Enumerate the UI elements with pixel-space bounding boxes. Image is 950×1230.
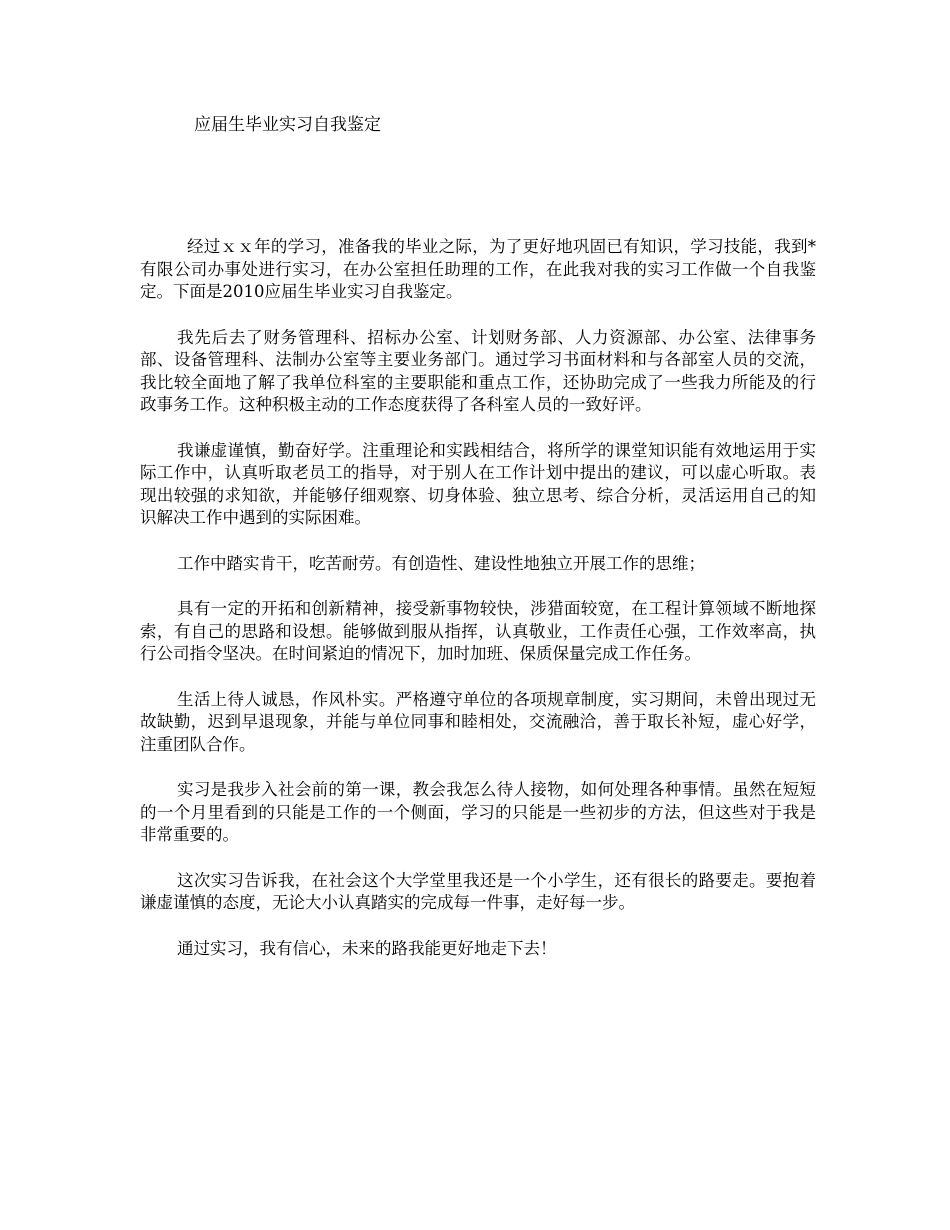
document-title: 应届生毕业实习自我鉴定 [194,115,381,135]
document-body [140,236,816,983]
paragraph-learning: 我谦虚谨慎，勤奋好学。注重理论和实践相结合，将所学的课堂知识能有效地运用于实际工作中，认真听取老员工的指导，对于别人在工作计划中提出的建议，可以虚心听取。表现出较强的求知欲，并能够仔细观察、切身体验、独立思考、综合分析，灵活运用自己的知识解决工作中遇到的实际困难。 [140,440,816,527]
paragraph-innovation: 具有一定的开拓和创新精神，接受新事物较快，涉猎面较宽，在工程计算领域不断地探索，有自己的思路和设想。能够做到服从指挥，认真敬业，工作责任心强，工作效率高，执行公司指令坚决。在时间紧迫的情况下，加时加班、保质保量完成工作任务。 [140,599,816,663]
paragraph-conclusion: 通过实习，我有信心，未来的路我能更好地走下去！ [177,938,557,958]
paragraph-conduct: 生活上待人诚恳，作风朴实。严格遵守单位的各项规章制度，实习期间，未曾出现过无故缺勤，迟到早退现象，并能与单位同事和睦相处，交流融洽，善于取长补短，虚心好学，注重团队合作。 [140,689,816,754]
paragraph-departments: 我先后去了财务管理科、招标办公室、计划财务部、人力资源部、办公室、法律事务部、设备管理科、法制办公室等主要业务部门。通过学习书面材料和与各部室人员的交流，我比较全面地了解了我单位科室的主要职能和重点工作，还协助完成了一些我力所能及的行政事务工作。这种积极主动的工作态度获得了各科室人员的一致好评。 [140,327,816,414]
paragraph-first-lesson: 实习是我步入社会前的第一课，教会我怎么待人接物，如何处理各种事情。虽然在短短的一个月里看到的只能是工作的一个侧面，学习的只能是一些初步的方法，但这些对于我是非常重要的。 [140,780,816,844]
paragraph-work-attitude: 工作中踏实肯干，吃苦耐劳。有创造性、建设性地独立开展工作的思维； [177,553,705,573]
paragraph-reflection: 这次实习告诉我，在社会这个大学堂里我还是一个小学生，还有很长的路要走。要抱着谦虚谨慎的态度，无论大小认真踏实的完成每一件事，走好每一步。 [140,870,816,912]
paragraph-intro: 经过ｘｘ年的学习，准备我的毕业之际，为了更好地巩固已有知识，学习技能，我到*有限公司办事处进行实习，在办公室担任助理的工作，在此我对我的实习工作做一个自我鉴定。下面是2010应届生毕业实习自我鉴定。 [140,237,816,301]
